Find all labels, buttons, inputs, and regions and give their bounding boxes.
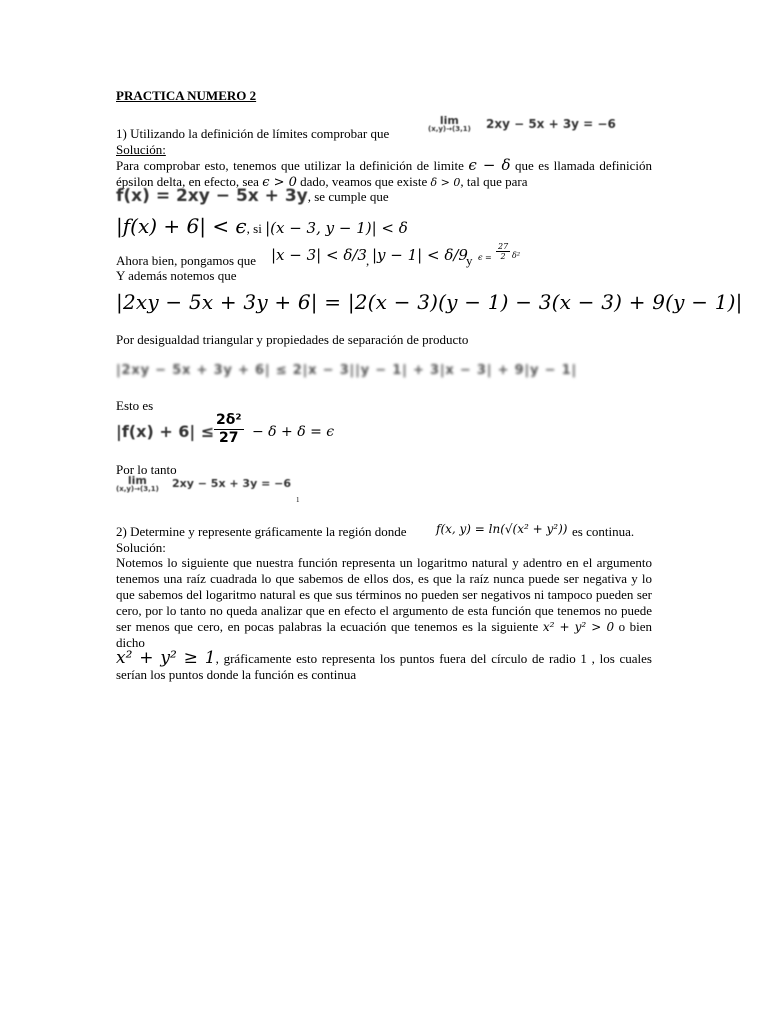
final-limit: lim (x,y)→(3,1) 2xy − 5x + 3y = −6 1 [116,474,300,504]
solucion-label-1: Solución: [116,142,166,157]
limit-notation: lim (x,y)→(3,1) [428,114,471,133]
desigualdad-line: Por desigualdad triangular y propiedades de separación de producto [116,332,469,347]
esto-es-line: Esto es [116,398,154,413]
problem-1-question [116,116,652,140]
por-lo-tanto-line: Por lo tanto [116,462,177,477]
fx-definition-line: f(x) = 2xy − 5x + 3y, se cumple que [116,186,389,206]
fx-definition: f(x) = 2xy − 5x + 3y [116,186,308,206]
problem-2-question: 2) Determine y represente gráficamente la región donde f(x, y) = ln(√(x² + y²)) es continua. [116,522,635,539]
solucion-label-2: Solución: [116,540,166,555]
conditions-line: Ahora bien, pongamos que |x − 3| < δ/3 , |y − 1| < δ/9 y ϵ = $\frac{27}{2}$ δ² [116,242,521,268]
epsilon-fraction: $\frac{27}{2}$ [498,242,509,261]
identity-equation: |2xy − 5x + 3y + 6| = |2(x − 3)(y − 1) − 3(x − 3) + 9(y − 1)| [116,290,743,314]
limit-expression: 2xy − 5x + 3y = −6 [486,117,616,131]
paragraph-conclusion: x² + y² ≥ 1, gráficamente esto representa los puntos fuera del círculo de radio 1 , los cuales serían los puntos donde la función es continua [116,648,652,682]
epsilon-inequality: |f(x) + 6| < ϵ, si |(x − 3, y − 1)| < δ [116,214,408,238]
result-inequality: |f(x) + 6| ≤ $\frac{\text{2δ²}}{27}$ − δ + δ = ϵ [116,412,335,446]
triangle-inequality: |2xy − 5x + 3y + 6| ≤ 2|x − 3||y − 1| + 3|x − 3| + 9|y − 1| [116,363,578,378]
paragraph-definition: Para comprobar esto, tenemos que utilizar la definición de limite ϵ − δ que es llamada definición épsilon delta, en efecto, sea ϵ > 0 dado, veamos que existe δ > 0, tal que para [116,156,653,190]
doc-title: PRACTICA NUMERO 2 [116,88,257,103]
log-function: f(x, y) = ln(√(x² + y²)) [436,522,568,536]
question-text: 1) Utilizando la definición de límites comprobar que [116,126,390,141]
result-fraction: $\frac{\text{2δ²}}{27}$ [216,412,242,446]
ademas-line: Y además notemos que [116,268,237,283]
paragraph-continuity: Notemos lo siguiente que nuestra función representa un logaritmo natural y adentro en el argumento tenemos una raíz cuadrada lo que sabemos de ellos dos, es que la raíz nunca puede ser negativa y lo que sabemos del logaritmo natural es que sus términos no pueden ser negativos ni tampoco pueden ser cero, por lo tanto no queda analizar que en efecto el argumento de esta función que tenemos no puede ser menos que cero, en pocas palabras la ecuación que tenemos es la siguiente x² + y² > 0 o bien dicho [116,555,653,650]
